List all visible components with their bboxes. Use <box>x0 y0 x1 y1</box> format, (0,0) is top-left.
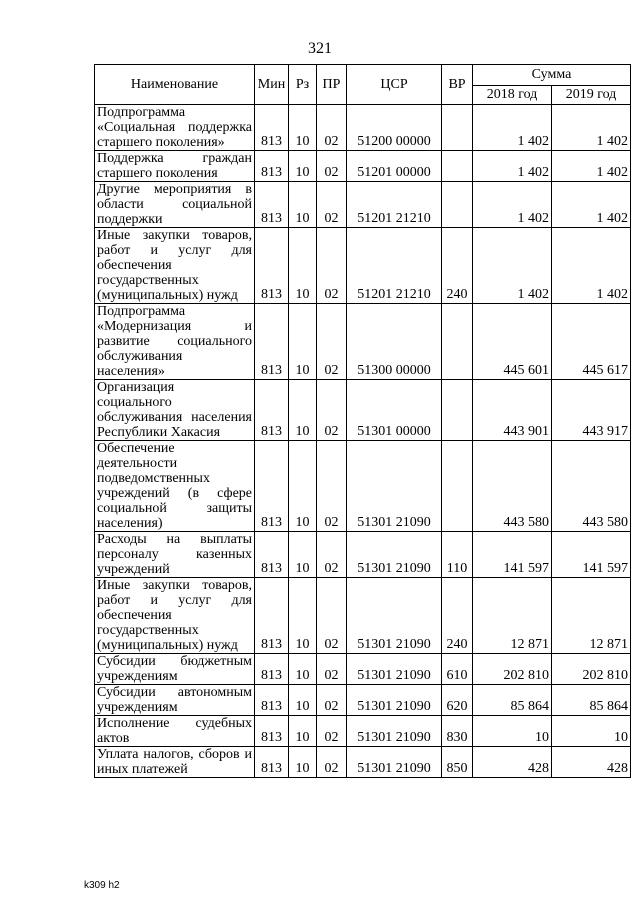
row-min: 813 <box>255 182 289 228</box>
row-min: 813 <box>255 654 289 685</box>
row-csr: 51301 21090 <box>347 578 442 654</box>
header-year-2018: 2018 год <box>473 86 552 105</box>
row-rz: 10 <box>289 654 317 685</box>
row-amount-2019: 1 402 <box>552 151 631 182</box>
row-vr <box>442 441 473 532</box>
table-row <box>95 716 631 747</box>
row-amount-2018: 445 601 <box>473 304 552 380</box>
row-vr <box>442 105 473 151</box>
row-pr: 02 <box>317 441 347 532</box>
row-pr: 02 <box>317 716 347 747</box>
table-row <box>95 304 631 380</box>
row-csr: 51301 21090 <box>347 654 442 685</box>
row-name: Организация социального обслуживания населения Республики Хакасия <box>95 380 255 441</box>
header-name: Наименование <box>95 65 255 105</box>
row-amount-2018: 12 871 <box>473 578 552 654</box>
row-amount-2019: 1 402 <box>552 228 631 304</box>
row-amount-2018: 10 <box>473 716 552 747</box>
row-rz: 10 <box>289 578 317 654</box>
table-row <box>95 578 631 654</box>
row-vr: 110 <box>442 532 473 578</box>
row-amount-2019: 10 <box>552 716 631 747</box>
table-row <box>95 228 631 304</box>
row-min: 813 <box>255 685 289 716</box>
header-vr: ВР <box>442 65 473 105</box>
row-vr <box>442 182 473 228</box>
row-vr: 850 <box>442 747 473 778</box>
row-amount-2019: 443 917 <box>552 380 631 441</box>
row-amount-2018: 1 402 <box>473 182 552 228</box>
table-row <box>95 151 631 182</box>
row-min: 813 <box>255 441 289 532</box>
row-vr: 610 <box>442 654 473 685</box>
budget-table <box>94 64 631 778</box>
row-rz: 10 <box>289 304 317 380</box>
row-amount-2018: 1 402 <box>473 228 552 304</box>
row-amount-2018: 141 597 <box>473 532 552 578</box>
row-min: 813 <box>255 228 289 304</box>
row-min: 813 <box>255 380 289 441</box>
row-csr: 51200 00000 <box>347 105 442 151</box>
header-year-2019: 2019 год <box>552 86 631 105</box>
row-pr: 02 <box>317 578 347 654</box>
row-pr: 02 <box>317 105 347 151</box>
row-min: 813 <box>255 747 289 778</box>
row-amount-2019: 12 871 <box>552 578 631 654</box>
row-pr: 02 <box>317 228 347 304</box>
row-rz: 10 <box>289 747 317 778</box>
table-row <box>95 685 631 716</box>
row-amount-2019: 445 617 <box>552 304 631 380</box>
row-pr: 02 <box>317 747 347 778</box>
row-rz: 10 <box>289 685 317 716</box>
table-row <box>95 380 631 441</box>
header-csr: ЦСР <box>347 65 442 105</box>
header-rz: Рз <box>289 65 317 105</box>
row-name: Иные закупки товаров, работ и услуг для обеспечения государственных (муниципальных) нужд <box>95 228 255 304</box>
row-min: 813 <box>255 716 289 747</box>
row-name: Другие мероприятия в области социальной поддержки <box>95 182 255 228</box>
row-vr <box>442 151 473 182</box>
row-min: 813 <box>255 151 289 182</box>
row-rz: 10 <box>289 380 317 441</box>
row-pr: 02 <box>317 685 347 716</box>
row-name: Иные закупки товаров, работ и услуг для обеспечения государственных (муниципальных) нужд <box>95 578 255 654</box>
row-rz: 10 <box>289 151 317 182</box>
header-min: Мин <box>255 65 289 105</box>
table-row <box>95 182 631 228</box>
row-csr: 51300 00000 <box>347 304 442 380</box>
row-name: Субсидии бюджетным учреждениям <box>95 654 255 685</box>
row-amount-2019: 85 864 <box>552 685 631 716</box>
row-vr: 240 <box>442 578 473 654</box>
row-pr: 02 <box>317 182 347 228</box>
row-amount-2018: 202 810 <box>473 654 552 685</box>
row-name: Субсидии автономным учреждениям <box>95 685 255 716</box>
row-pr: 02 <box>317 151 347 182</box>
row-csr: 51201 21210 <box>347 182 442 228</box>
row-name: Уплата налогов, сборов и иных платежей <box>95 747 255 778</box>
row-csr: 51301 21090 <box>347 685 442 716</box>
row-rz: 10 <box>289 105 317 151</box>
row-amount-2019: 141 597 <box>552 532 631 578</box>
row-csr: 51201 00000 <box>347 151 442 182</box>
footer-code: k309 h2 <box>84 880 120 891</box>
row-name: Расходы на выплаты персоналу казенных учреждений <box>95 532 255 578</box>
row-amount-2019: 428 <box>552 747 631 778</box>
row-rz: 10 <box>289 441 317 532</box>
table-row <box>95 532 631 578</box>
row-name: Исполнение судебных актов <box>95 716 255 747</box>
row-csr: 51301 21090 <box>347 532 442 578</box>
row-amount-2019: 1 402 <box>552 105 631 151</box>
row-vr: 240 <box>442 228 473 304</box>
row-rz: 10 <box>289 716 317 747</box>
row-vr <box>442 380 473 441</box>
row-rz: 10 <box>289 228 317 304</box>
row-amount-2018: 1 402 <box>473 105 552 151</box>
row-min: 813 <box>255 532 289 578</box>
row-amount-2019: 202 810 <box>552 654 631 685</box>
row-name: Обеспечение деятельности подведомственных учреждений (в сфере социальной защиты населения) <box>95 441 255 532</box>
row-amount-2019: 1 402 <box>552 182 631 228</box>
row-amount-2018: 428 <box>473 747 552 778</box>
table-row <box>95 747 631 778</box>
row-name: Подпрограмма «Модернизация и развитие социального обслуживания населения» <box>95 304 255 380</box>
header-pr: ПР <box>317 65 347 105</box>
row-vr: 830 <box>442 716 473 747</box>
header-sum: Сумма <box>473 65 631 86</box>
table-body <box>95 105 631 778</box>
row-min: 813 <box>255 578 289 654</box>
row-pr: 02 <box>317 654 347 685</box>
row-min: 813 <box>255 304 289 380</box>
row-pr: 02 <box>317 304 347 380</box>
row-csr: 51301 21090 <box>347 716 442 747</box>
row-min: 813 <box>255 105 289 151</box>
row-name: Поддержка граждан старшего поколения <box>95 151 255 182</box>
row-vr: 620 <box>442 685 473 716</box>
table-row <box>95 105 631 151</box>
row-pr: 02 <box>317 532 347 578</box>
row-vr <box>442 304 473 380</box>
row-amount-2018: 85 864 <box>473 685 552 716</box>
row-amount-2018: 443 580 <box>473 441 552 532</box>
row-amount-2019: 443 580 <box>552 441 631 532</box>
row-csr: 51201 21210 <box>347 228 442 304</box>
row-amount-2018: 443 901 <box>473 380 552 441</box>
row-rz: 10 <box>289 182 317 228</box>
row-amount-2018: 1 402 <box>473 151 552 182</box>
table-row <box>95 654 631 685</box>
row-csr: 51301 00000 <box>347 380 442 441</box>
row-rz: 10 <box>289 532 317 578</box>
row-pr: 02 <box>317 380 347 441</box>
row-name: Подпрограмма «Социальная поддержка старшего поколения» <box>95 105 255 151</box>
row-csr: 51301 21090 <box>347 441 442 532</box>
page-number: 321 <box>308 40 332 57</box>
table-row <box>95 441 631 532</box>
row-csr: 51301 21090 <box>347 747 442 778</box>
